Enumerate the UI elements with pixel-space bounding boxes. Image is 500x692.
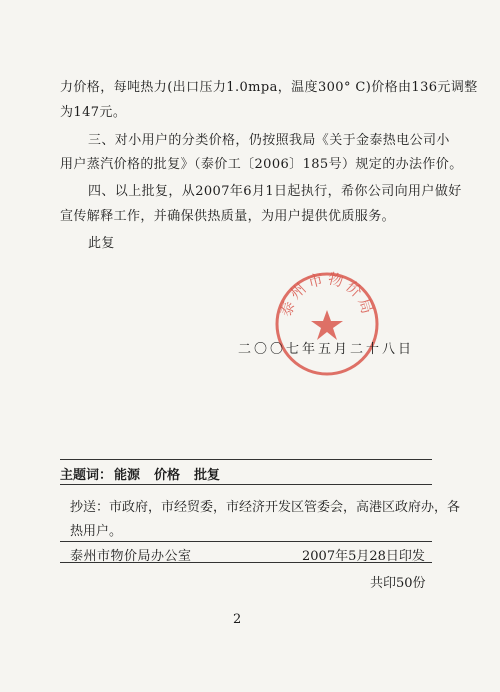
- cc-line-2: 热用户。: [70, 524, 123, 539]
- copies-count: 共印50份: [370, 576, 426, 591]
- body-line-6: 宣传解释工作，并确保供热质量，为用户提供优质服务。: [60, 209, 396, 224]
- cc-line-1: 抄送：市政府，市经贸委，市经济开发区管委会，高港区政府办，各: [70, 500, 461, 515]
- divider-top: [60, 459, 432, 460]
- subject-keywords: [60, 464, 234, 483]
- divider-cc: [60, 541, 432, 542]
- body-line-4: 用户蒸汽价格的批复》（泰价工〔2006〕185号）规定的办法作价。: [60, 157, 463, 172]
- print-date: 2007年5月28日印发: [302, 549, 425, 564]
- subject-word: 批复: [194, 468, 221, 483]
- official-seal-stamp: [273, 270, 381, 378]
- closing-line: 此复: [88, 236, 115, 251]
- body-line-3: 三、对小用户的分类价格，仍按照我局《关于金泰热电公司小: [88, 133, 450, 148]
- subject-word: 能源: [114, 468, 141, 483]
- body-line-2: 为147元。: [60, 105, 127, 120]
- subject-label: 主题词：: [60, 468, 113, 483]
- issuing-office: 泰州市物价局办公室: [70, 549, 192, 564]
- seal-text: 泰州市物价局: [276, 270, 378, 319]
- page-number: 2: [233, 612, 242, 627]
- issue-date: 二〇〇七年五月二十八日: [238, 342, 415, 357]
- subject-word: 价格: [154, 468, 181, 483]
- body-line-1: 力价格，每吨热力(出口压力1.0mpa，温度300° C)价格由136元调整: [60, 80, 478, 95]
- body-line-5: 四、以上批复，从2007年6月1日起执行，希你公司向用户做好: [88, 184, 462, 199]
- divider-subject: [60, 484, 432, 485]
- divider-bottom: [60, 562, 432, 563]
